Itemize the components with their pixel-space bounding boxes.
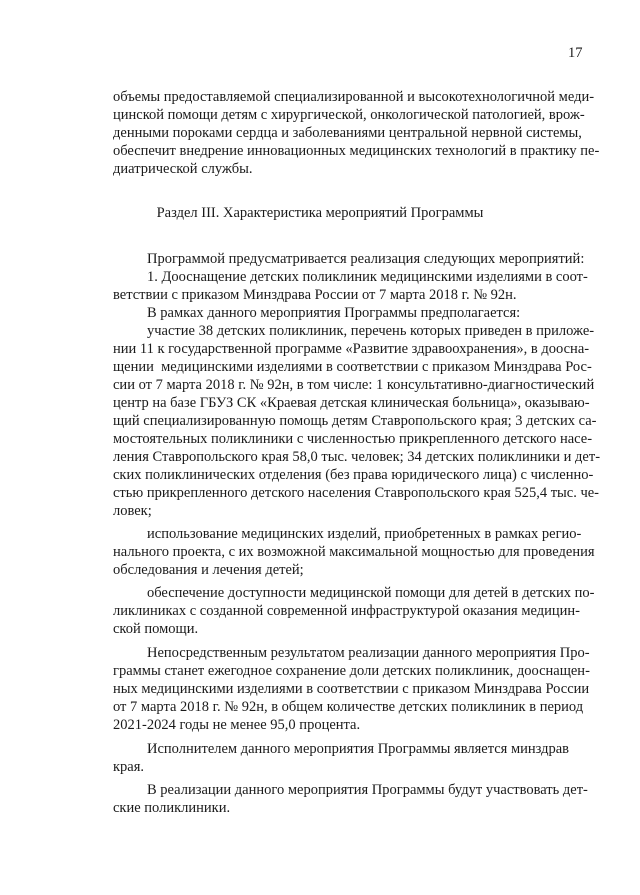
paragraph-line: ных медицинскими изделиями в соответствии с приказом Минздрава России xyxy=(113,681,590,697)
paragraph-line: обеспечит внедрение инновационных медицинских технологий в практику пе- xyxy=(113,143,600,159)
page-number: 17 xyxy=(568,45,583,61)
paragraph-line: щий специализированную помощь детям Ставропольского края; 3 детских са- xyxy=(113,413,597,429)
paragraph-line: Исполнителем данного мероприятия Программы является минздрав xyxy=(147,741,570,757)
paragraph-line: использование медицинских изделий, приобретенных в рамках регио- xyxy=(147,526,582,542)
paragraph-line: ловек; xyxy=(113,503,152,519)
paragraph-line: ской помощи. xyxy=(113,621,199,637)
paragraph-line: 1. Дооснащение детских поликлиник медицинскими изделиями в соот- xyxy=(147,269,588,285)
paragraph-line: участие 38 детских поликлиник, перечень которых приведен в приложе- xyxy=(147,323,595,339)
section-title: Раздел III. Характеристика мероприятий Программы xyxy=(156,205,484,221)
paragraph-line: ские поликлиники. xyxy=(113,800,231,816)
paragraph-line: В реализации данного мероприятия Программы будут участвовать дет- xyxy=(147,782,588,798)
paragraph-line: ских поликлинических отделения (без права юридического лица) с численно- xyxy=(113,467,594,483)
paragraph-line: цинской помощи детям с хирургической, онкологической патологией, врож- xyxy=(113,107,585,123)
paragraph-line: нального проекта, с их возможной максимальной мощностью для проведения xyxy=(113,544,595,560)
paragraph-line: стью прикрепленного детского населения Ставропольского края 525,4 тыс. че- xyxy=(113,485,600,501)
paragraph-line: В рамках данного мероприятия Программы предполагается: xyxy=(147,305,521,321)
paragraph-line: обследования и лечения детей; xyxy=(113,562,304,578)
paragraph-line: центр на базе ГБУЗ СК «Краевая детская клиническая больница», оказываю- xyxy=(113,395,590,411)
paragraph-line: ликлиниках с созданной современной инфраструктурой оказания медицин- xyxy=(113,603,581,619)
paragraph-line: граммы станет ежегодное сохранение доли детских поликлиник, дооснащен- xyxy=(113,663,590,679)
paragraph-line: Непосредственным результатом реализации данного мероприятия Про- xyxy=(147,645,590,661)
paragraph-line: от 7 марта 2018 г. № 92н, в общем количестве детских поликлиник в период xyxy=(113,699,584,715)
paragraph-line: 2021-2024 годы не менее 95,0 процента. xyxy=(113,717,361,733)
paragraph-line: мостоятельных поликлиники с численностью прикрепленного детского насе- xyxy=(113,431,593,447)
paragraph-line: ветствии с приказом Минздрава России от 7 марта 2018 г. № 92н. xyxy=(113,287,517,303)
paragraph-line: обеспечение доступности медицинской помощи для детей в детских по- xyxy=(147,585,595,601)
paragraph-line: нии 11 к государственной программе «Развитие здравоохранения», в дооснa- xyxy=(113,341,590,357)
paragraph-line: Программой предусматривается реализация следующих мероприятий: xyxy=(147,251,585,267)
paragraph-line: объемы предоставляемой специализированной и высокотехнологичной меди- xyxy=(113,89,595,105)
paragraph-line: края. xyxy=(113,759,145,775)
paragraph-line: диатрической службы. xyxy=(113,161,253,177)
paragraph-line: ления Ставропольского края 58,0 тыс. человек; 34 детских поликлиники и дет- xyxy=(113,449,601,465)
paragraph-line: денными пороками сердца и заболеваниями центральной нервной системы, xyxy=(113,125,582,141)
paragraph-line: щении медицинскими изделиями в соответствии с приказом Минздрава Рос- xyxy=(113,359,592,375)
paragraph-line: сии от 7 марта 2018 г. № 92н, в том числе: 1 консультативно-диагностический xyxy=(113,377,595,393)
